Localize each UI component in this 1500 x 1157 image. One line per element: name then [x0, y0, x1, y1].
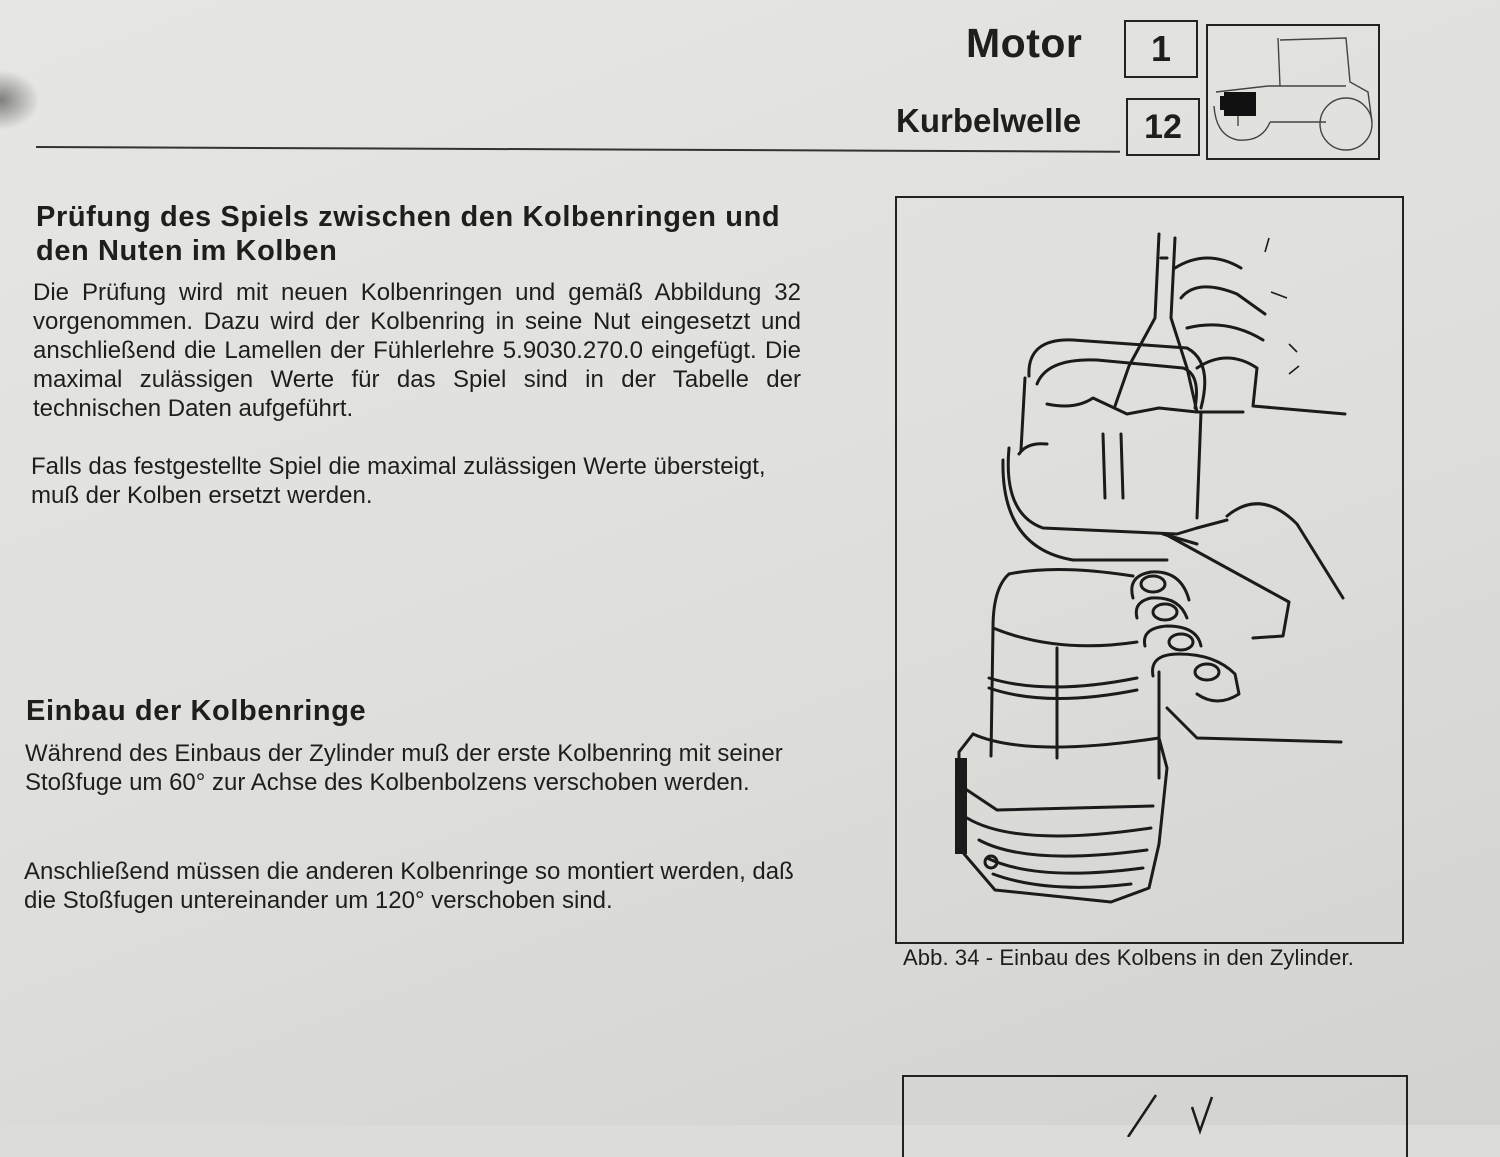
piston-installation-figure	[895, 196, 1404, 944]
subsection-title: Kurbelwelle	[896, 102, 1082, 139]
next-figure-frame	[902, 1075, 1408, 1157]
binding-shadow	[0, 70, 40, 130]
figure-caption: Abb. 34 - Einbau des Kolbens in den Zylinder.	[903, 945, 1354, 970]
section-number: 1	[1124, 20, 1198, 78]
tractor-engine-icon	[1206, 24, 1380, 160]
piston-cylinder-drawing	[897, 198, 1402, 942]
section-heading-pruefung: Prüfung des Spiels zwischen den Kolbenringen und den Nuten im Kolben	[36, 201, 781, 267]
section-title: Motor	[966, 20, 1083, 66]
paragraph-einbau-1: Während des Einbaus der Zylinder muß der erste Kolbenring mit seiner Stoßfuge um 60° zur Achse des Kolbenbolzens verschoben werden.	[25, 740, 783, 796]
paragraph-pruefung-2: Falls das festgestellte Spiel die maximal zulässigen Werte übersteigt, muß der Kolben ersetzt werden.	[31, 453, 766, 509]
paragraph-einbau-2: Anschließend müssen die anderen Kolbenringe so montiert werden, daß die Stoßfugen untereinander um 120° verschoben sind.	[24, 858, 794, 914]
section-heading-einbau: Einbau der Kolbenringe	[26, 695, 367, 727]
paragraph-pruefung-1: Die Prüfung wird mit neuen Kolbenringen und gemäß Abbildung 32 vorgenommen. Dazu wird der Kolbenring in seine Nut eingesetzt und anschließend die Lamellen der Fühlerlehre 5.9030.270.0 eingefügt. Die maximal zulässigen Werte für das Spiel sind in der Tabelle der technischen Daten aufgeführt.	[33, 279, 801, 422]
header-rule	[36, 146, 1120, 153]
subsection-number: 12	[1126, 98, 1200, 156]
